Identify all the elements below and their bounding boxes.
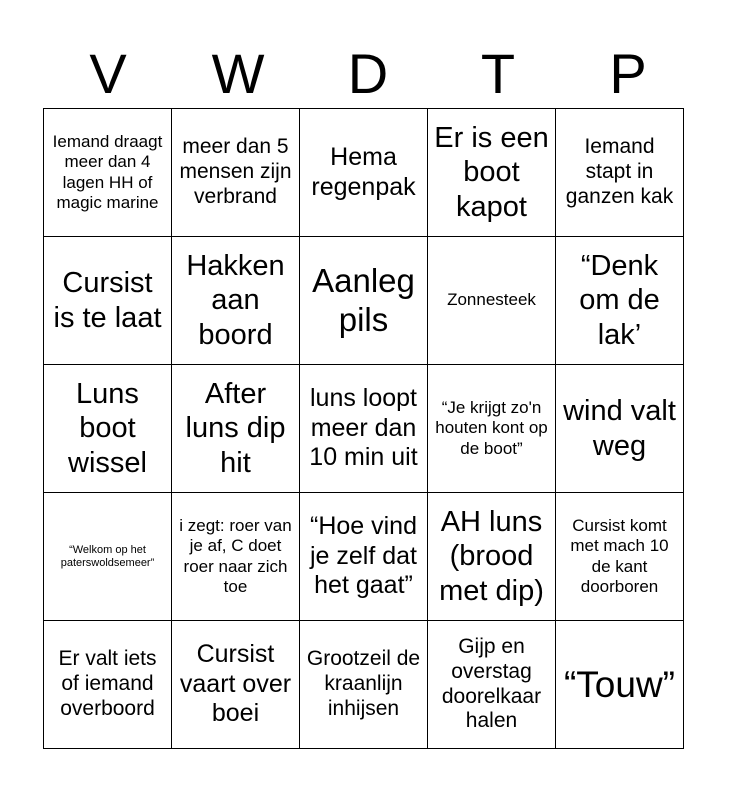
bingo-cell: Cursist vaart over boei <box>172 621 300 749</box>
bingo-cell: “Touw” <box>556 621 684 749</box>
board-row <box>44 621 684 749</box>
bingo-cell: After luns dip hit <box>172 365 300 493</box>
bingo-cell: Luns boot wissel <box>44 365 172 493</box>
bingo-cell: “Denk om de lak’ <box>556 237 684 365</box>
bingo-cell: “Welkom op het paterswoldsemeer” <box>44 493 172 621</box>
bingo-cell: Hema regenpak <box>300 109 428 237</box>
bingo-cell: Zonnesteek <box>428 237 556 365</box>
bingo-cell: “Je krijgt zo'n houten kont op de boot” <box>428 365 556 493</box>
bingo-cell: Cursist komt met mach 10 de kant doorboren <box>556 493 684 621</box>
bingo-cell: Grootzeil de kraanlijn inhijsen <box>300 621 428 749</box>
board-row <box>44 365 684 493</box>
bingo-cell: Cursist is te laat <box>44 237 172 365</box>
bingo-cell: Iemand stapt in ganzen kak <box>556 109 684 237</box>
board-row <box>44 109 684 237</box>
header-letter-w: W <box>211 42 265 105</box>
bingo-board <box>43 108 684 749</box>
bingo-cell: Hakken aan boord <box>172 237 300 365</box>
bingo-cell: AH luns (brood met dip) <box>428 493 556 621</box>
bingo-header <box>43 40 693 108</box>
header-letter-t: T <box>480 42 516 105</box>
bingo-cell: Aanleg pils <box>300 237 428 365</box>
header-letter-d: D <box>347 42 389 105</box>
header-letter-p: P <box>609 42 647 105</box>
header-letter-v: V <box>89 42 127 105</box>
bingo-cell: Er valt iets of iemand overboord <box>44 621 172 749</box>
bingo-cell: i zegt: roer van je af, C doet roer naar zich toe <box>172 493 300 621</box>
bingo-cell: Er is een boot kapot <box>428 109 556 237</box>
bingo-cell: “Hoe vind je zelf dat het gaat” <box>300 493 428 621</box>
bingo-cell: Gijp en overstag doorelkaar halen <box>428 621 556 749</box>
bingo-cell: Iemand draagt meer dan 4 lagen HH of magic marine <box>44 109 172 237</box>
bingo-cell: wind valt weg <box>556 365 684 493</box>
bingo-cell: meer dan 5 mensen zijn verbrand <box>172 109 300 237</box>
board-row <box>44 237 684 365</box>
board-row <box>44 493 684 621</box>
bingo-cell: luns loopt meer dan 10 min uit <box>300 365 428 493</box>
